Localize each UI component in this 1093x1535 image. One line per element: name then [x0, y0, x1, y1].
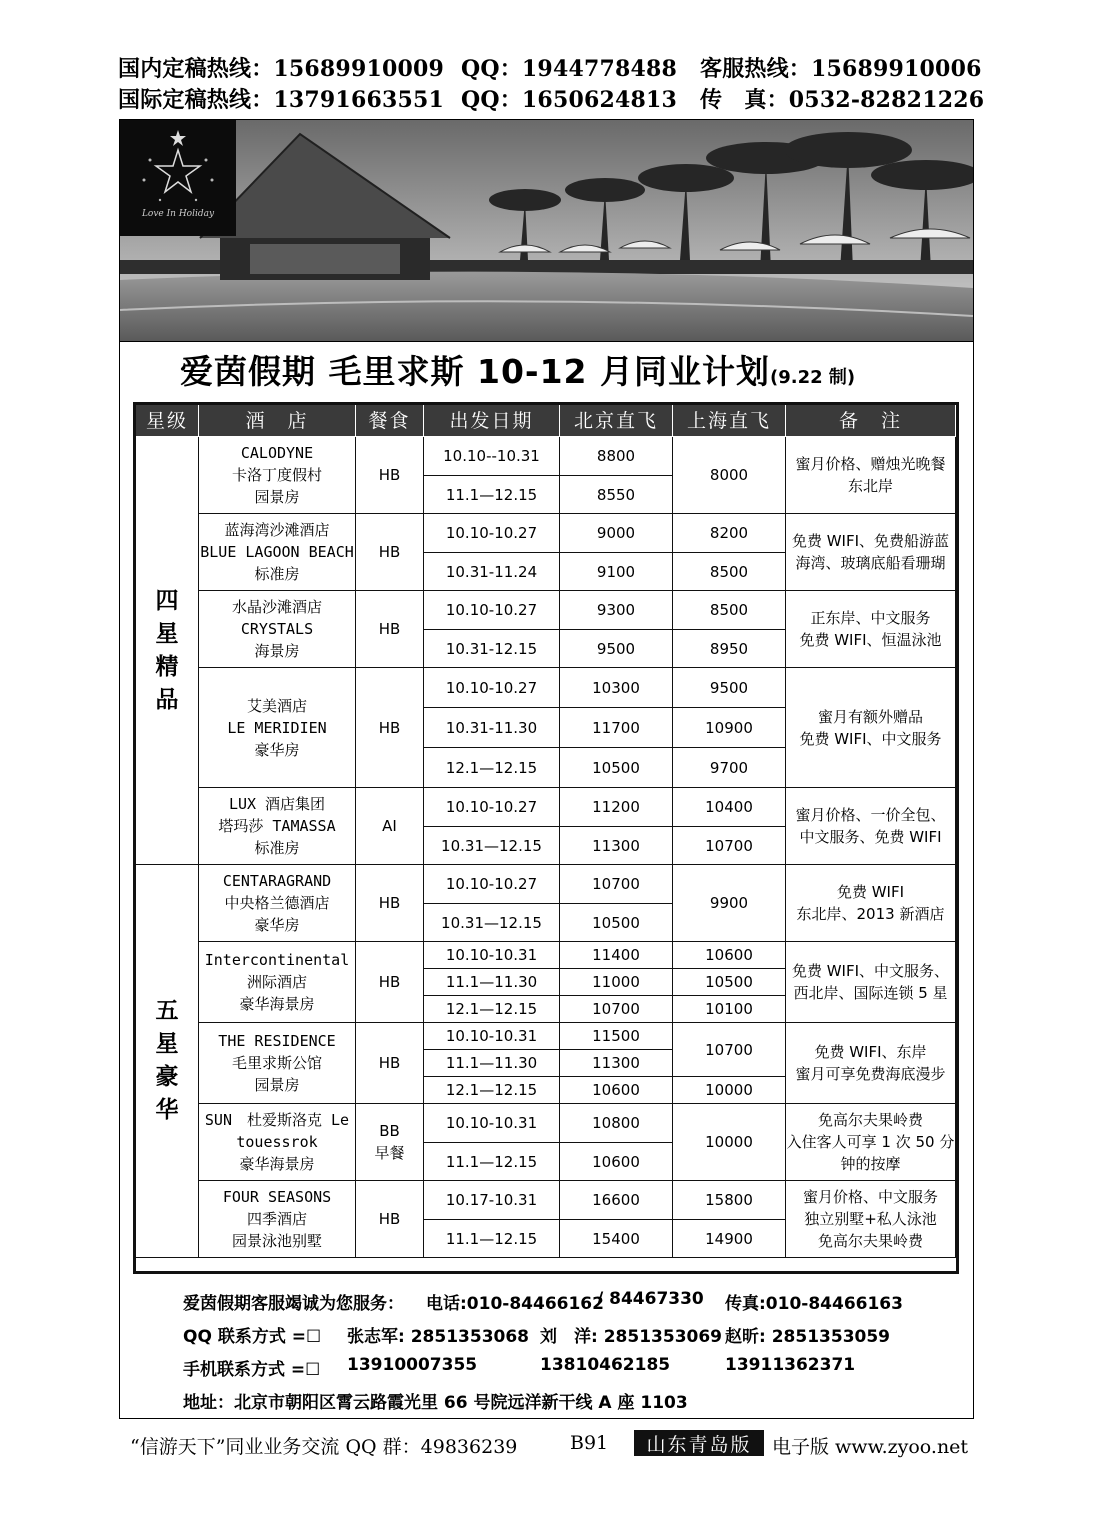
qq-contact-2: 刘 洋: 2851353069: [540, 1327, 723, 1347]
shanghai-price-9-0-text: 15800: [705, 1191, 753, 1209]
meal-6: [356, 942, 424, 1023]
date-7-0: [424, 1023, 560, 1050]
shanghai-price-6-1: [673, 969, 786, 996]
beijing-price-1-0-text: 9000: [596, 524, 636, 542]
qq-1: QQ：1944778488: [461, 56, 678, 82]
page-title: [180, 346, 855, 393]
hotel-name-3: [199, 668, 356, 788]
title-note: (9.22 制): [770, 367, 856, 388]
beijing-price-0-1: [560, 476, 673, 514]
meal-7: [356, 1023, 424, 1104]
shanghai-price-3-0-text: 9500: [709, 678, 749, 697]
hotel-name-5: [199, 865, 356, 942]
shanghai-price-4-1: [673, 827, 786, 865]
meal-9-text: HB: [378, 1210, 401, 1228]
header-6: [786, 405, 956, 437]
service-text: 爱茵假期客服竭诚为您服务：: [183, 1294, 404, 1314]
date-1-1: [424, 553, 560, 591]
note-8-text: 免高尔夫果岭费 入住客人可享 1 次 50 分 钟的按摩: [786, 1111, 955, 1173]
shanghai-price-6-2: [673, 996, 786, 1023]
hotel-name-9: [199, 1181, 356, 1258]
shanghai-price-8-0-text: 10000: [705, 1133, 753, 1151]
brand-logo: [120, 120, 236, 236]
date-4-0-text: 10.10-10.27: [445, 798, 538, 816]
group-label-four-star-text: 四 星 精 品: [155, 587, 179, 713]
hotel-name-0-text: CALODYNE 卡洛丁度假村 园景房: [231, 444, 322, 506]
service-line: [183, 1289, 404, 1314]
date-1-0: [424, 514, 560, 553]
beijing-price-1-1-text: 9100: [596, 562, 636, 581]
mobile-3: 13911362371: [725, 1355, 856, 1375]
beijing-price-9-1-text: 15400: [592, 1229, 640, 1248]
hotel-name-3-text: 艾美酒店 LE MERIDIEN 豪华房: [227, 696, 327, 759]
date-5-0-text: 10.10-10.27: [445, 875, 538, 893]
qq-label: QQ 联系方式 =☐: [183, 1327, 322, 1347]
beijing-price-6-1-text: 11000: [592, 973, 640, 991]
note-5-text: 免费 WIFI 东北岸、2013 新酒店: [796, 883, 945, 923]
note-2: [786, 591, 956, 668]
meal-4: [356, 788, 424, 865]
date-2-1-text: 10.31-12.15: [445, 639, 538, 658]
hotel-name-2-text: 水晶沙滩酒店 CRYSTALS 海景房: [231, 598, 322, 660]
date-7-2-text: 12.1—12.15: [445, 1081, 538, 1099]
group-label-five-star-text: 五 星 豪 华: [155, 998, 179, 1123]
beijing-price-7-1-text: 11300: [592, 1054, 640, 1072]
shanghai-price-2-0-text: 8500: [709, 601, 749, 619]
beijing-price-9-0-text: 16600: [592, 1191, 640, 1209]
beijing-price-2-1-text: 9500: [596, 639, 636, 658]
shanghai-price-1-1-text: 8500: [709, 562, 749, 581]
date-2-0-text: 10.10-10.27: [445, 601, 538, 619]
note-9-text: 蜜月价格、中文服务 独立别墅+私人泳池 免高尔夫果岭费: [802, 1188, 938, 1250]
date-5-1-text: 10.31—12.15: [441, 913, 542, 932]
header-5-text: 上海直飞: [686, 409, 771, 432]
resort-pool-illustration: [120, 120, 973, 341]
shanghai-price-0-0: [673, 437, 786, 514]
beijing-price-6-2-text: 10700: [592, 1000, 640, 1018]
note-7-text: 免费 WIFI、东岸 蜜月可享免费海底漫步: [795, 1043, 946, 1083]
note-4: [786, 788, 956, 865]
footer-qq-group: “信游天下”同业业务交流 QQ 群：49836239: [130, 1436, 518, 1458]
mobile-2: 13810462185: [540, 1355, 671, 1375]
shanghai-price-3-1-text: 10900: [705, 718, 753, 737]
date-0-1-text: 11.1—12.15: [445, 485, 538, 504]
hotel-name-8-text: SUN 杜爱斯洛克 Le touessrok 豪华海景房: [204, 1111, 350, 1173]
shanghai-price-7-1: [673, 1077, 786, 1104]
edition-tag: 山东青岛版: [634, 1430, 764, 1456]
meal-4-text: AI: [382, 817, 397, 835]
date-9-1: [424, 1220, 560, 1258]
shanghai-price-3-2: [673, 748, 786, 788]
date-6-0-text: 10.10-10.31: [445, 946, 538, 964]
meal-8: [356, 1104, 424, 1181]
shanghai-price-2-0: [673, 591, 786, 630]
footer-code: B91: [570, 1432, 609, 1454]
beijing-price-6-0-text: 11400: [592, 946, 640, 964]
title-main: 爱茵假期 毛里求斯 10-12 月同业计划: [180, 352, 771, 391]
group-label-five-star: [136, 865, 199, 1258]
beijing-price-0-1-text: 8550: [596, 485, 636, 504]
group-label-four-star: [136, 437, 199, 865]
date-7-1-text: 11.1—11.30: [445, 1054, 538, 1072]
date-3-0-text: 10.10-10.27: [445, 678, 538, 697]
date-6-1: [424, 969, 560, 996]
beijing-price-6-1: [560, 969, 673, 996]
note-6: [786, 942, 956, 1023]
shanghai-price-6-2-text: 10100: [705, 1000, 753, 1018]
shanghai-price-9-1-text: 14900: [705, 1229, 753, 1248]
service-hotline: 客服热线：15689910006: [700, 56, 982, 82]
fax-number: 传真:010-84466163: [725, 1294, 903, 1314]
intl-hotline: 国际定稿热线：13791663551: [118, 87, 444, 113]
header-1: [199, 405, 356, 437]
shanghai-price-1-1: [673, 553, 786, 591]
shanghai-price-6-0: [673, 942, 786, 969]
beijing-price-4-1: [560, 827, 673, 865]
beijing-price-8-0-text: 10800: [592, 1114, 640, 1132]
beijing-price-5-0-text: 10700: [592, 875, 640, 893]
meal-7-text: HB: [378, 1054, 401, 1072]
hotel-name-4: [199, 788, 356, 865]
shanghai-price-5-0-text: 9900: [709, 894, 749, 912]
note-3-text: 蜜月有额外赠品 免费 WIFI、中文服务: [799, 707, 942, 748]
date-3-1: [424, 708, 560, 748]
header-4-text: 北京直飞: [573, 409, 658, 432]
date-6-0: [424, 942, 560, 969]
beijing-price-8-1: [560, 1143, 673, 1181]
hotel-name-4-text: LUX 酒店集团 塔玛莎 TAMASSA 标准房: [218, 795, 336, 857]
phone-number: 电话:010-84466162: [426, 1294, 604, 1314]
beijing-price-8-0: [560, 1104, 673, 1143]
hotel-name-5-text: CENTARAGRAND 中央格兰德酒店 豪华房: [222, 872, 332, 934]
hotel-name-1: [199, 514, 356, 591]
date-6-1-text: 11.1—11.30: [445, 973, 538, 991]
qq-2: QQ：1650624813: [461, 87, 678, 113]
date-2-1: [424, 630, 560, 668]
beijing-price-2-0: [560, 591, 673, 630]
beijing-price-6-2: [560, 996, 673, 1023]
domestic-hotline: 国内定稿热线：15689910009: [118, 56, 444, 82]
beijing-price-4-0-text: 11200: [592, 798, 640, 816]
date-0-0-text: 10.10--10.31: [443, 447, 540, 465]
meal-5: [356, 865, 424, 942]
hotel-name-9-text: FOUR SEASONS 四季酒店 园景泳池别墅: [222, 1188, 332, 1250]
date-9-1-text: 11.1—12.15: [445, 1229, 538, 1248]
note-5: [786, 865, 956, 942]
note-1: [786, 514, 956, 591]
meal-6-text: HB: [378, 973, 401, 991]
beijing-price-7-2-text: 10600: [592, 1081, 640, 1099]
beijing-price-4-0: [560, 788, 673, 827]
shanghai-price-4-0: [673, 788, 786, 827]
date-9-0: [424, 1181, 560, 1220]
shanghai-price-5-0: [673, 865, 786, 942]
phone-number-2: / 84467330: [597, 1289, 704, 1309]
shanghai-price-0-0-text: 8000: [709, 466, 749, 484]
hotel-name-6-text: Intercontinental 洲际酒店 豪华海景房: [204, 951, 350, 1013]
beijing-price-6-0: [560, 942, 673, 969]
date-0-0: [424, 437, 560, 476]
beijing-price-4-1-text: 11300: [592, 836, 640, 855]
shanghai-price-6-0-text: 10600: [705, 946, 753, 964]
beijing-price-0-0-text: 8800: [596, 447, 636, 465]
beijing-price-2-1: [560, 630, 673, 668]
meal-3: [356, 668, 424, 788]
date-3-2: [424, 748, 560, 788]
beijing-price-3-2-text: 10500: [592, 758, 640, 777]
price-table: [133, 402, 959, 1274]
beijing-price-5-1-text: 10500: [592, 913, 640, 932]
date-8-1: [424, 1143, 560, 1181]
note-9: [786, 1181, 956, 1258]
svg-text:Love In Holiday: Love In Holiday: [141, 209, 215, 219]
date-3-0: [424, 668, 560, 708]
beijing-price-7-1: [560, 1050, 673, 1077]
header-4: [560, 405, 673, 437]
note-3: [786, 668, 956, 788]
meal-1-text: HB: [378, 543, 401, 561]
shanghai-price-3-1: [673, 708, 786, 748]
shanghai-price-1-0: [673, 514, 786, 553]
date-4-1-text: 10.31—12.15: [441, 836, 542, 855]
date-8-0: [424, 1104, 560, 1143]
shanghai-price-9-0: [673, 1181, 786, 1220]
meal-5-text: HB: [378, 894, 401, 912]
date-5-1: [424, 904, 560, 942]
date-6-2-text: 12.1—12.15: [445, 1000, 538, 1018]
shanghai-price-6-1-text: 10500: [705, 973, 753, 991]
note-0: [786, 437, 956, 514]
shanghai-price-4-0-text: 10400: [705, 798, 753, 816]
date-8-1-text: 11.1—12.15: [445, 1152, 538, 1171]
beijing-price-9-0: [560, 1181, 673, 1220]
mobile-label: 手机联系方式 =☐: [183, 1360, 321, 1380]
date-1-1-text: 10.31-11.24: [445, 562, 538, 581]
header-2-text: 餐食: [368, 409, 411, 432]
date-7-2: [424, 1077, 560, 1104]
shanghai-price-2-1: [673, 630, 786, 668]
beijing-price-1-0: [560, 514, 673, 553]
meal-2-text: HB: [378, 620, 401, 638]
header-3-text: 出发日期: [449, 409, 534, 432]
beijing-price-8-1-text: 10600: [592, 1152, 640, 1171]
header-5: [673, 405, 786, 437]
beijing-price-3-1: [560, 708, 673, 748]
date-0-1: [424, 476, 560, 514]
date-4-1: [424, 827, 560, 865]
beijing-price-3-0-text: 10300: [592, 678, 640, 697]
hotel-name-0: [199, 437, 356, 514]
shanghai-price-7-1-text: 10000: [705, 1081, 753, 1099]
beijing-price-3-0: [560, 668, 673, 708]
shanghai-price-9-1: [673, 1220, 786, 1258]
date-7-0-text: 10.10-10.31: [445, 1027, 538, 1045]
hotline-row-1: [118, 52, 982, 82]
shanghai-price-7-0-text: 10700: [705, 1040, 753, 1059]
shanghai-price-8-0: [673, 1104, 786, 1181]
date-8-0-text: 10.10-10.31: [445, 1114, 538, 1132]
beijing-price-3-2: [560, 748, 673, 788]
date-2-0: [424, 591, 560, 630]
date-4-0: [424, 788, 560, 827]
meal-9: [356, 1181, 424, 1258]
header-0-text: 星级: [145, 409, 188, 432]
resort-photo-banner: [119, 119, 974, 342]
date-3-1-text: 10.31-11.30: [445, 718, 538, 737]
beijing-price-7-0: [560, 1023, 673, 1050]
hotel-name-2: [199, 591, 356, 668]
hotel-name-1-text: 蓝海湾沙滩酒店 BLUE LAGOON BEACH 标准房: [200, 521, 354, 583]
header-3: [424, 405, 560, 437]
shanghai-price-4-1-text: 10700: [705, 836, 753, 855]
beijing-price-9-1: [560, 1220, 673, 1258]
beijing-price-7-0-text: 11500: [592, 1027, 640, 1045]
meal-3-text: HB: [378, 718, 401, 737]
beijing-price-1-1: [560, 553, 673, 591]
fax-line: 传 真：0532-82821226: [700, 87, 985, 113]
note-1-text: 免费 WIFI、免费船游蓝 海湾、玻璃底船看珊瑚: [791, 532, 950, 572]
date-3-2-text: 12.1—12.15: [445, 758, 538, 777]
date-5-0: [424, 865, 560, 904]
date-7-1: [424, 1050, 560, 1077]
beijing-price-5-1: [560, 904, 673, 942]
beijing-price-0-0: [560, 437, 673, 476]
shanghai-price-3-2-text: 9700: [709, 758, 749, 777]
hotline-row-2: [118, 83, 985, 113]
beijing-price-3-1-text: 11700: [592, 718, 640, 737]
hotel-name-6: [199, 942, 356, 1023]
star-logo-icon: [120, 120, 236, 236]
hotel-name-7: [199, 1023, 356, 1104]
mobile-1: 13910007355: [347, 1355, 478, 1375]
hotel-name-8: [199, 1104, 356, 1181]
note-2-text: 正东岸、中文服务 免费 WIFI、恒温泳池: [799, 609, 942, 649]
qq-contact-3: 赵昕: 2851353059: [725, 1327, 891, 1347]
meal-0-text: HB: [378, 466, 401, 484]
hotel-name-7-text: THE RESIDENCE 毛里求斯公馆 园景房: [218, 1032, 336, 1094]
beijing-price-5-0: [560, 865, 673, 904]
shanghai-price-2-1-text: 8950: [709, 639, 749, 658]
note-7: [786, 1023, 956, 1104]
note-6-text: 免费 WIFI、中文服务、 西北岸、国际连锁 5 星: [791, 962, 950, 1002]
meal-0: [356, 437, 424, 514]
address: 地址：北京市朝阳区霄云路霞光里 66 号院远洋新干线 A 座 1103: [183, 1393, 688, 1413]
meal-2: [356, 591, 424, 668]
beijing-price-2-0-text: 9300: [596, 601, 636, 619]
note-0-text: 蜜月价格、赠烛光晚餐 东北岸: [795, 455, 946, 495]
shanghai-price-1-0-text: 8200: [709, 524, 749, 542]
date-9-0-text: 10.17-10.31: [445, 1191, 538, 1209]
header-0: [136, 405, 199, 437]
qq-contact-1: 张志军: 2851353068: [347, 1327, 530, 1347]
meal-8-text: BB 早餐: [374, 1122, 405, 1162]
note-8: [786, 1104, 956, 1181]
header-2: [356, 405, 424, 437]
date-6-2: [424, 996, 560, 1023]
date-1-0-text: 10.10-10.27: [445, 524, 538, 542]
shanghai-price-3-0: [673, 668, 786, 708]
meal-1: [356, 514, 424, 591]
shanghai-price-7-0: [673, 1023, 786, 1077]
beijing-price-7-2: [560, 1077, 673, 1104]
note-4-text: 蜜月价格、一价全包、 中文服务、免费 WIFI: [795, 806, 946, 846]
header-6-text: 备 注: [838, 409, 902, 432]
header-1-text: 酒 店: [245, 409, 309, 432]
footer-website: 电子版 www.zyoo.net: [772, 1436, 969, 1458]
